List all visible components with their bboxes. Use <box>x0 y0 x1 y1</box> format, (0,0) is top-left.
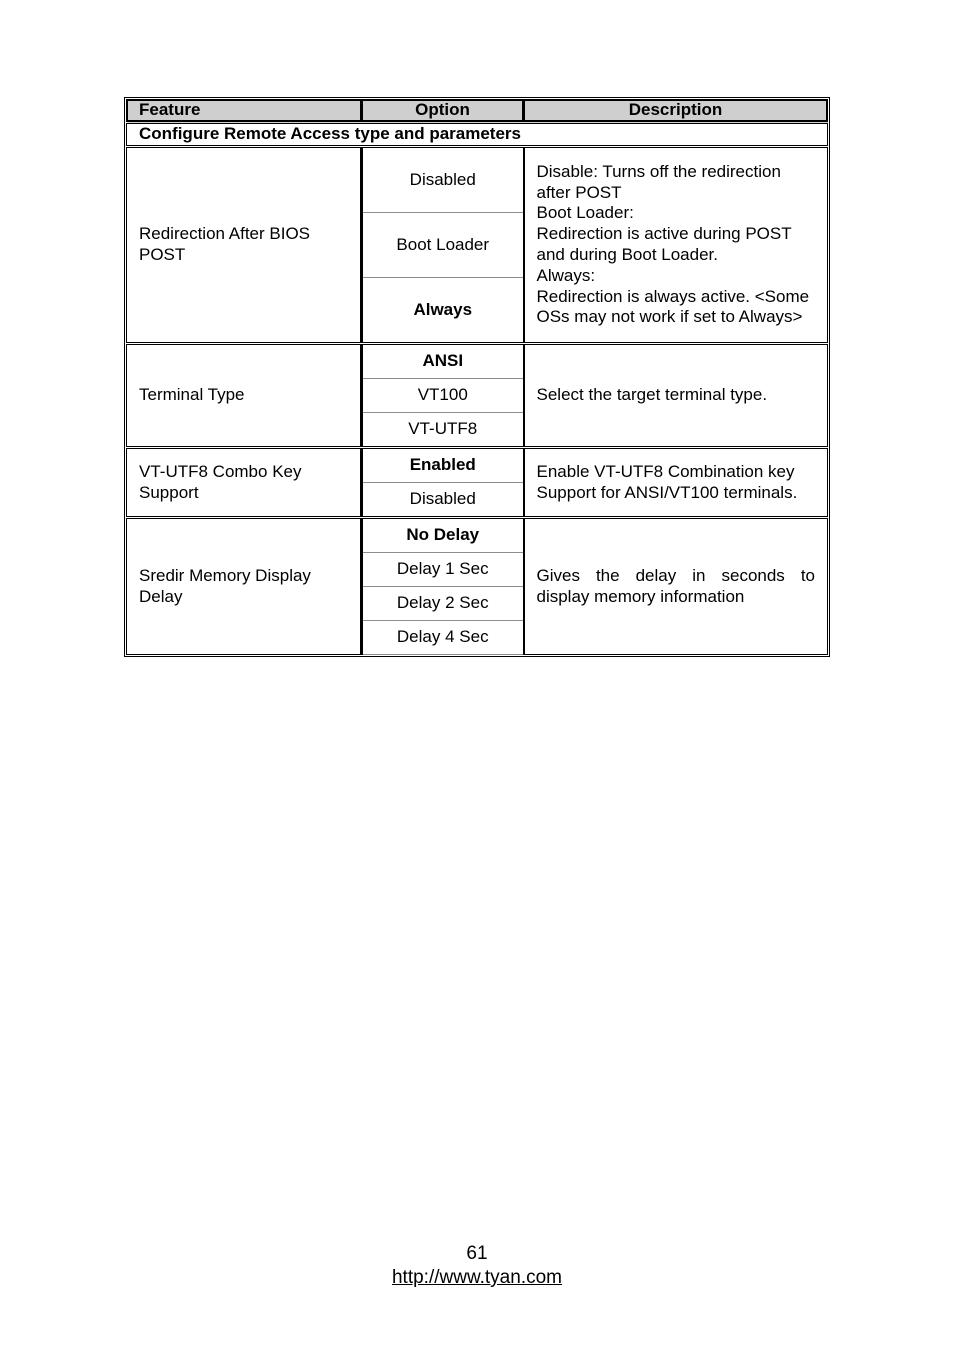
page-number: 61 <box>466 1243 488 1264</box>
description-cell: Select the target terminal type. <box>524 344 828 448</box>
option-cell: Delay 4 Sec <box>362 621 524 655</box>
header-option: Option <box>362 100 524 123</box>
table-row <box>127 344 828 379</box>
option-cell-default: Enabled <box>362 448 524 483</box>
option-cell-default: Always <box>362 278 524 344</box>
table-row <box>127 147 828 213</box>
description-cell <box>524 147 828 344</box>
header-description: Description <box>524 100 828 123</box>
feature-cell: Redirection After BIOS POST <box>127 147 362 344</box>
option-cell: Delay 2 Sec <box>362 587 524 621</box>
section-row <box>127 123 828 147</box>
option-cell-default: No Delay <box>362 518 524 553</box>
option-cell-default: ANSI <box>362 344 524 379</box>
description-cell: Enable VT-UTF8 Combination key Support for ANSI/VT100 terminals. <box>524 448 828 518</box>
section-title: Configure Remote Access type and parameters <box>127 123 828 147</box>
description-line: Disable: Turns off the redirection after POST <box>536 161 781 202</box>
option-cell: Boot Loader <box>362 213 524 278</box>
description-line: Redirection is always active. <Some OSs may not work if set to Always> <box>536 286 810 327</box>
option-cell: Disabled <box>362 483 524 518</box>
header-feature: Feature <box>127 100 362 123</box>
option-cell: Disabled <box>362 147 524 213</box>
option-cell: VT100 <box>362 379 524 413</box>
option-cell: VT-UTF8 <box>362 413 524 448</box>
description-line: Always: <box>536 265 596 285</box>
settings-table <box>126 99 828 655</box>
bios-settings-table <box>124 97 830 657</box>
feature-cell: Sredir Memory Display Delay <box>127 518 362 655</box>
option-cell: Delay 1 Sec <box>362 553 524 587</box>
header-row <box>127 100 828 123</box>
table-row <box>127 448 828 483</box>
table-row <box>127 518 828 553</box>
footer-link[interactable]: http://www.tyan.com <box>391 1267 562 1288</box>
description-cell: Gives the delay in seconds to display memory information <box>524 518 828 655</box>
description-line: Redirection is active during POST and during Boot Loader. <box>536 224 792 264</box>
feature-cell: VT-UTF8 Combo Key Support <box>127 448 362 518</box>
feature-cell: Terminal Type <box>127 344 362 448</box>
description-line: Boot Loader: <box>536 203 634 223</box>
